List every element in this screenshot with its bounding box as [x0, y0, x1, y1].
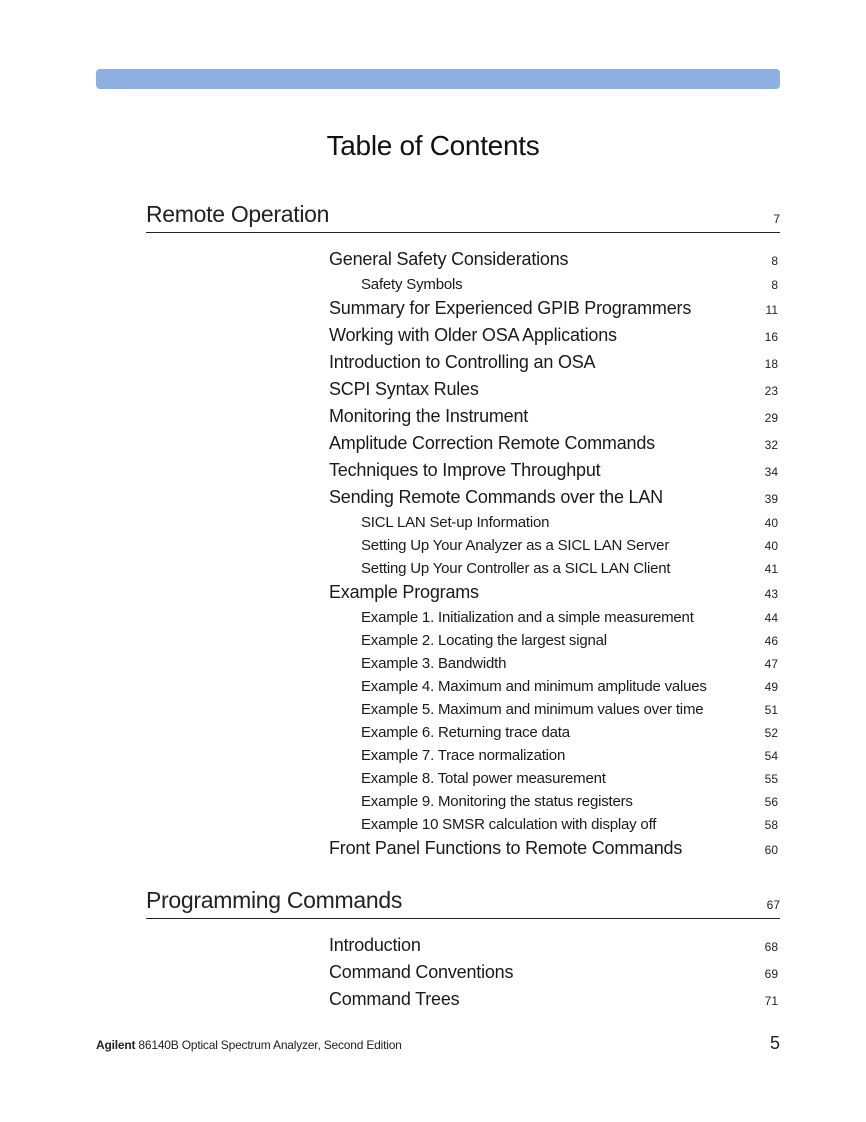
toc-entry-page-number: 49 [764, 680, 778, 694]
toc-entry-page-number: 68 [764, 940, 778, 954]
toc-entry-title: Example 7. Trace normalization [361, 747, 566, 764]
toc-entry-page-number: 43 [764, 587, 778, 601]
toc-entry-title: Example 9. Monitoring the status registers [361, 793, 633, 810]
toc-entry-page-number: 46 [764, 634, 778, 648]
footer-doc-title: 86140B Optical Spectrum Analyzer, Second Edition [138, 1038, 402, 1052]
toc-entry-title: Monitoring the Instrument [329, 406, 529, 426]
toc-entry-page-number: 52 [764, 726, 778, 740]
toc-entry-title: SICL LAN Set-up Information [361, 514, 550, 531]
toc-entry-title: Example 6. Returning trace data [361, 724, 570, 741]
toc-entry-title: Setting Up Your Analyzer as a SICL LAN Server [361, 537, 670, 554]
toc-entry-page-number: 51 [764, 703, 778, 717]
toc-entry-page-number: 40 [764, 516, 778, 530]
footer-brand: Agilent [96, 1038, 136, 1052]
toc-entry-page-number: 11 [765, 303, 778, 317]
section-heading-programming-commands[interactable] [146, 884, 780, 919]
toc-entry-page-number: 54 [764, 749, 778, 763]
toc-entry-title: Example 8. Total power measurement [361, 770, 606, 787]
toc-entry-title: Techniques to Improve Throughput [329, 460, 601, 480]
toc-entry-page-number: 34 [764, 465, 778, 479]
toc-entry-title: Example Programs [329, 582, 479, 602]
toc-entry-page-number: 55 [764, 772, 778, 786]
footer-page-number: 5 [769, 1033, 780, 1053]
toc-entry-title: Example 5. Maximum and minimum values over time [361, 701, 704, 718]
toc-entry-title: Command Conventions [329, 962, 514, 982]
toc-entry-title: Safety Symbols [361, 276, 463, 293]
toc-entry-title: Example 10 SMSR calculation with display off [361, 816, 657, 833]
toc-entry-title: SCPI Syntax Rules [329, 379, 479, 399]
toc-entry-page-number: 40 [764, 539, 778, 553]
toc-entry-page-number: 39 [764, 492, 778, 506]
toc-entry-title: Working with Older OSA Applications [329, 325, 617, 345]
section-page-number: 67 [766, 898, 780, 912]
toc-entry-page-number: 32 [764, 438, 778, 452]
toc-entry-page-number: 23 [764, 384, 778, 398]
toc-entry-page-number: 60 [764, 843, 778, 857]
toc-entry-title: Amplitude Correction Remote Commands [329, 433, 655, 453]
toc-entry-page-number: 8 [771, 254, 778, 268]
toc-entry-title: General Safety Considerations [329, 249, 569, 269]
toc-entry-page-number: 41 [764, 562, 778, 576]
toc-entry-page-number: 44 [764, 611, 778, 625]
section-title: Remote Operation [146, 201, 330, 227]
toc-entry-title: Example 1. Initialization and a simple measurement [361, 609, 694, 626]
toc-entry-title: Introduction to Controlling an OSA [329, 352, 596, 372]
toc-entry-title: Example 4. Maximum and minimum amplitude values [361, 678, 707, 695]
header-accent-bar [96, 69, 780, 89]
footer-document-name [96, 1038, 402, 1052]
toc-entry-page-number: 58 [764, 818, 778, 832]
toc-entry-page-number: 8 [771, 278, 778, 292]
toc-entry-page-number: 56 [764, 795, 778, 809]
toc-entry-title: Example 2. Locating the largest signal [361, 632, 607, 649]
toc-entry-page-number: 16 [764, 330, 778, 344]
section-heading-remote-operation[interactable] [146, 198, 780, 233]
toc-entry-page-number: 69 [764, 967, 778, 981]
toc-entry-title: Sending Remote Commands over the LAN [329, 487, 663, 507]
toc-entry-page-number: 71 [764, 994, 778, 1008]
toc-entry-title: Command Trees [329, 989, 460, 1009]
section-title: Programming Commands [146, 887, 403, 913]
toc-entry-title: Introduction [329, 935, 421, 955]
toc-entry-page-number: 18 [764, 357, 778, 371]
toc-entry-title: Example 3. Bandwidth [361, 655, 507, 672]
toc-entry-title: Front Panel Functions to Remote Commands [329, 838, 683, 858]
toc-entry-page-number: 29 [764, 411, 778, 425]
toc-entry-title: Setting Up Your Controller as a SICL LAN Client [361, 560, 671, 577]
toc-entry-title: Summary for Experienced GPIB Programmers [329, 298, 692, 318]
page-title: Table of Contents [326, 130, 540, 161]
section-page-number: 7 [773, 212, 780, 226]
toc-entry-page-number: 47 [764, 657, 778, 671]
